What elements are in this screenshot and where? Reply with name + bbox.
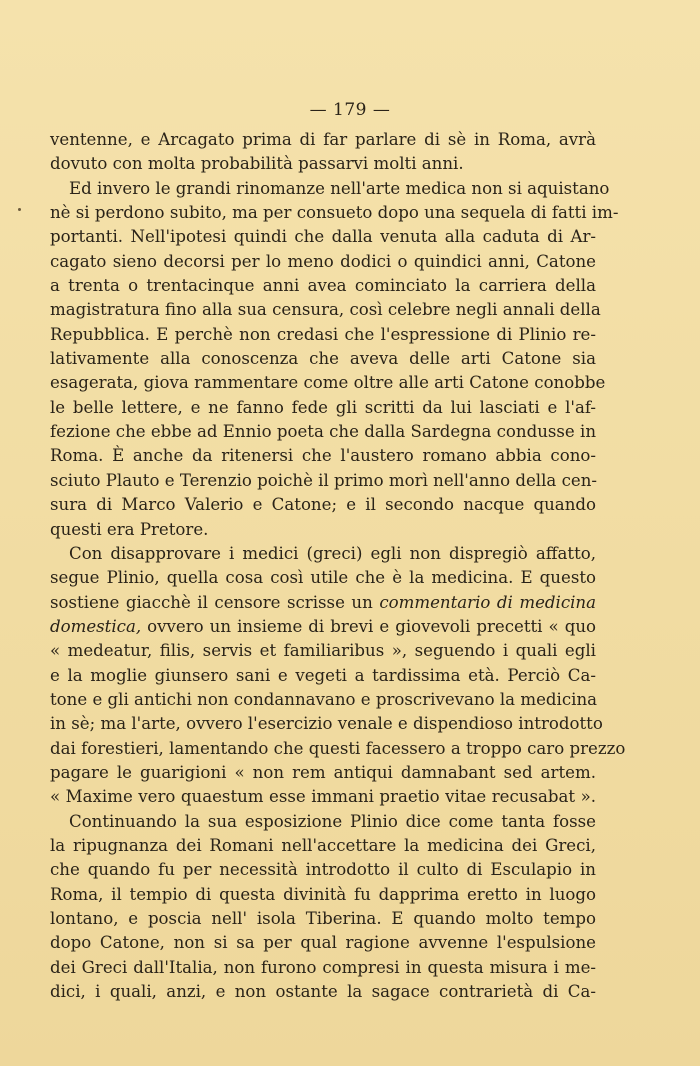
margin-speck	[18, 208, 21, 211]
text-line: ventenne, e Arcagato prima di far parlare di sè in Roma, avrà	[50, 130, 596, 149]
body-text	[50, 128, 626, 1004]
text-line: a trenta o trentacinque anni avea cominciato la carriera della	[50, 276, 596, 296]
text-segment: sostiene giacchè il censore scrisse un	[50, 592, 380, 612]
text-line: esagerata, giova rammentare come oltre alle arti Catone conobbe	[50, 373, 606, 393]
text-line: Ed invero le grandi rinomanze nell'arte medica non si aquistano	[69, 178, 610, 198]
text-line	[50, 591, 596, 615]
text-line: tone e gli antichi non condannavano e proscrivevano la medicina	[50, 689, 598, 709]
text-line	[50, 615, 596, 639]
text-line: fezione che ebbe ad Ennio poeta che dalla Sardegna condusse in	[50, 422, 597, 442]
text-line: « medeatur, filis, servis et familiaribus », seguendo i quali egli	[50, 641, 596, 661]
text-line: lontano, e poscia nell' isola Tiberina. E quando molto tempo	[50, 909, 596, 928]
text-line: dici, i quali, anzi, e non ostante la sagace contrarietà di Ca-	[50, 982, 596, 1002]
text-line: portanti. Nell'ipotesi quindi che dalla venuta alla caduta di Ar-	[50, 227, 596, 247]
text-line: sura di Marco Valerio e Catone; e il secondo nacque quando	[50, 495, 596, 515]
text-line: che quando fu per necessità introdotto il culto di Esculapio in	[50, 860, 596, 880]
text-line: Continuando la sua esposizione Plinio dice come tanta fosse	[69, 811, 596, 831]
text-line: Roma, il tempio di questa divinità fu dapprima eretto in luogo	[50, 884, 596, 904]
text-line: lativamente alla conoscenza che aveva delle arti Catone sia	[50, 349, 596, 369]
text-line: Roma. È anche da ritenersi che l'austero romano abbia cono-	[50, 446, 596, 466]
text-line: nè si perdono subito, ma per consueto dopo una sequela di fatti im-	[50, 203, 619, 223]
text-line: dopo Catone, non si sa per qual ragione avvenne l'espulsione	[50, 933, 596, 953]
text-line: dai forestieri, lamentando che questi facessero a troppo caro prezzo	[50, 738, 626, 758]
text-line: questi era Pretore.	[50, 519, 209, 539]
text-line: le belle lettere, e ne fanno fede gli scritti da lui lasciati e l'af-	[50, 397, 596, 417]
text-line: in sè; ma l'arte, ovvero l'esercizio venale e dispendioso introdotto	[50, 714, 603, 734]
text-line: Con disapprovare i medici (greci) egli non dispregiò affatto,	[69, 543, 596, 563]
text-line: magistratura fino alla sua censura, così celebre negli annali della	[50, 300, 601, 320]
text-line: dei Greci dall'Italia, non furono compresi in questa misura i me-	[50, 957, 596, 977]
italic-title: commentario di medicina	[379, 592, 596, 612]
text-line: e la moglie giunsero sani e vegeti a tardissima età. Perciò Ca-	[50, 665, 596, 685]
text-line: pagare le guarigioni « non rem antiqui damnabant sed artem.	[50, 762, 596, 782]
text-line: Repubblica. E perchè non credasi che l'espressione di Plinio re-	[50, 324, 596, 344]
text-line: la ripugnanza dei Romani nell'accettare la medicina dei Greci,	[50, 835, 596, 855]
text-line: segue Plinio, quella cosa così utile che è la medicina. E questo	[50, 568, 596, 588]
italic-title: domestica,	[50, 616, 142, 636]
text-line: « Maxime vero quaestum esse immani praetio vitae recusabat ».	[50, 787, 596, 807]
text-line: sciuto Plauto e Terenzio poichè il primo morì nell'anno della cen-	[50, 470, 598, 490]
text-segment: ovvero un insieme di brevi e giovevoli precetti « quo	[141, 616, 596, 636]
page-number: — 179 —	[309, 100, 391, 120]
text-line: cagato sieno decorsi per lo meno dodici o quindici anni, Catone	[50, 251, 596, 271]
text-line: dovuto con molta probabilità passarvi molti anni.	[50, 154, 464, 174]
